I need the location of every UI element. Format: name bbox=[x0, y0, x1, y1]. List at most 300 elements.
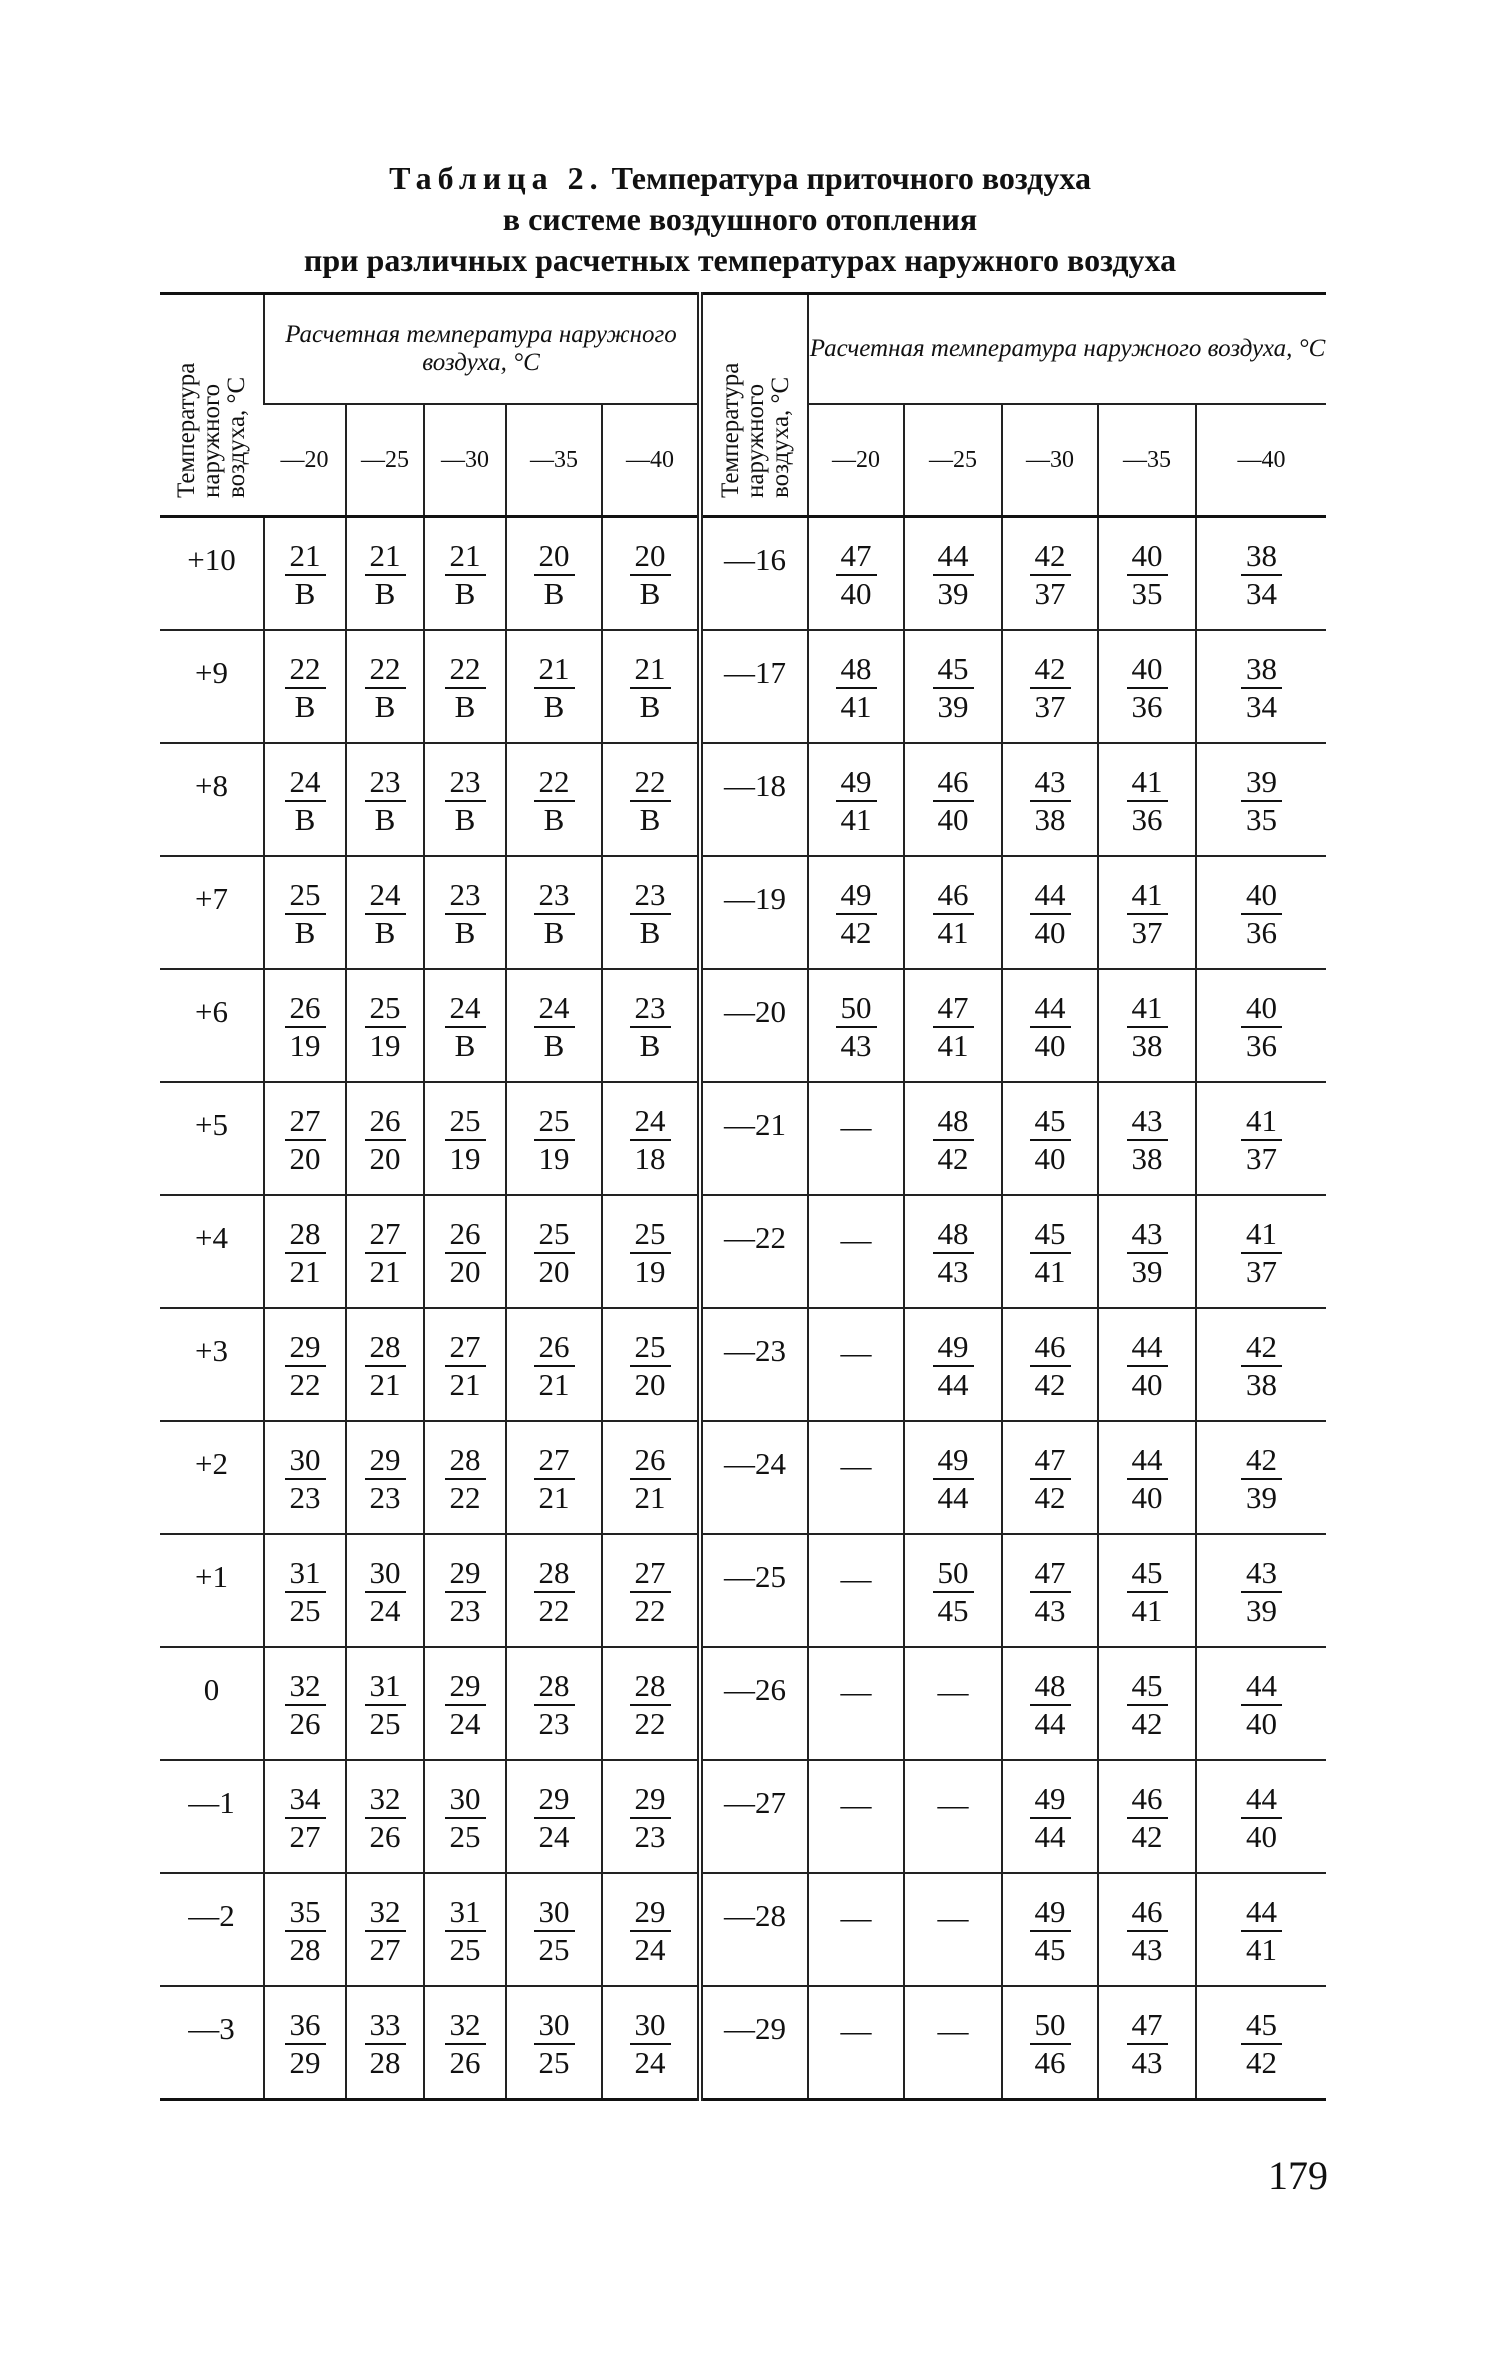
numerator: 40 bbox=[1127, 538, 1168, 576]
denominator: 21 bbox=[369, 1367, 401, 1402]
denominator: 21 bbox=[538, 1480, 570, 1515]
empty-dash: — bbox=[840, 1900, 872, 1935]
row-label-right: —25 bbox=[700, 1534, 808, 1647]
table-cell bbox=[1098, 743, 1196, 856]
table-cell bbox=[808, 630, 904, 743]
fraction bbox=[630, 990, 671, 1064]
numerator: 22 bbox=[630, 764, 671, 802]
numerator: 32 bbox=[365, 1894, 406, 1932]
numerator: 39 bbox=[1241, 764, 1282, 802]
numerator: 47 bbox=[836, 538, 877, 576]
table-cell bbox=[346, 1647, 424, 1760]
table-cell bbox=[808, 969, 904, 1082]
numerator: 45 bbox=[1127, 1555, 1168, 1593]
numerator: 21 bbox=[534, 651, 575, 689]
numerator: 48 bbox=[933, 1103, 974, 1141]
denominator: В bbox=[294, 689, 316, 724]
denominator: В bbox=[454, 802, 476, 837]
row-label-right: —26 bbox=[700, 1647, 808, 1760]
table-cell bbox=[264, 1195, 346, 1308]
numerator: 34 bbox=[285, 1781, 326, 1819]
empty-dash: — bbox=[840, 1561, 872, 1596]
row-label-right: —17 bbox=[700, 630, 808, 743]
table-cell bbox=[424, 856, 506, 969]
numerator: 24 bbox=[630, 1103, 671, 1141]
numerator: 47 bbox=[1030, 1555, 1071, 1593]
fraction bbox=[933, 877, 974, 951]
fraction bbox=[1030, 1103, 1071, 1177]
numerator: 28 bbox=[534, 1668, 575, 1706]
denominator: 41 bbox=[1246, 1932, 1278, 1967]
numerator: 31 bbox=[365, 1668, 406, 1706]
denominator: 44 bbox=[937, 1367, 969, 1402]
table-cell bbox=[602, 856, 700, 969]
numerator: 30 bbox=[365, 1555, 406, 1593]
table-cell bbox=[506, 1082, 602, 1195]
fraction bbox=[365, 1781, 406, 1855]
col-header-right: —40 bbox=[1196, 404, 1326, 517]
table-cell bbox=[602, 743, 700, 856]
denominator: В bbox=[374, 802, 396, 837]
fraction bbox=[1241, 538, 1282, 612]
table-cell bbox=[264, 1534, 346, 1647]
table-cell bbox=[424, 1195, 506, 1308]
denominator: 39 bbox=[937, 689, 969, 724]
numerator: 49 bbox=[933, 1329, 974, 1367]
fraction bbox=[1127, 1216, 1168, 1290]
denominator: 26 bbox=[289, 1706, 321, 1741]
title-lead: Таблица 2. bbox=[389, 160, 604, 196]
denominator: В bbox=[639, 915, 661, 950]
fraction bbox=[630, 1329, 671, 1403]
fraction bbox=[933, 1329, 974, 1403]
row-label-left: +7 bbox=[160, 856, 264, 969]
numerator: 29 bbox=[630, 1781, 671, 1819]
fraction bbox=[933, 1442, 974, 1516]
table-cell bbox=[264, 1308, 346, 1421]
fraction bbox=[534, 1668, 575, 1742]
fraction bbox=[630, 1781, 671, 1855]
denominator: 45 bbox=[937, 1593, 969, 1628]
numerator: 49 bbox=[1030, 1894, 1071, 1932]
fraction bbox=[1127, 1442, 1168, 1516]
denominator: 37 bbox=[1131, 915, 1163, 950]
fraction bbox=[445, 1216, 486, 1290]
numerator: 44 bbox=[1241, 1781, 1282, 1819]
table-cell-empty bbox=[808, 1308, 904, 1421]
table-cell bbox=[506, 1308, 602, 1421]
table-cell bbox=[424, 1534, 506, 1647]
table-cell bbox=[346, 1082, 424, 1195]
numerator: 28 bbox=[630, 1668, 671, 1706]
denominator: 27 bbox=[289, 1819, 321, 1854]
fraction bbox=[445, 1442, 486, 1516]
fraction bbox=[1241, 1216, 1282, 1290]
numerator: 49 bbox=[836, 764, 877, 802]
numerator: 35 bbox=[285, 1894, 326, 1932]
row-label-left: +1 bbox=[160, 1534, 264, 1647]
table-cell bbox=[264, 856, 346, 969]
table-row bbox=[160, 1195, 1326, 1308]
denominator: В bbox=[374, 576, 396, 611]
table-cell bbox=[424, 1986, 506, 2100]
numerator: 26 bbox=[445, 1216, 486, 1254]
fraction bbox=[1127, 1894, 1168, 1968]
table-row bbox=[160, 517, 1326, 631]
numerator: 41 bbox=[1127, 764, 1168, 802]
numerator: 22 bbox=[285, 651, 326, 689]
table-cell bbox=[602, 1082, 700, 1195]
table-cell bbox=[602, 1647, 700, 1760]
fraction bbox=[1030, 651, 1071, 725]
fraction bbox=[445, 1781, 486, 1855]
table-row bbox=[160, 1647, 1326, 1760]
col-header-left: —25 bbox=[346, 404, 424, 517]
fraction bbox=[836, 990, 877, 1064]
fraction bbox=[365, 1442, 406, 1516]
table-cell bbox=[1002, 1647, 1098, 1760]
fraction bbox=[630, 1442, 671, 1516]
table-cell bbox=[1098, 1308, 1196, 1421]
fraction bbox=[1241, 1781, 1282, 1855]
row-label-right: —23 bbox=[700, 1308, 808, 1421]
denominator: 40 bbox=[1034, 1141, 1066, 1176]
fraction bbox=[445, 1894, 486, 1968]
denominator: 38 bbox=[1131, 1141, 1163, 1176]
denominator: 20 bbox=[538, 1254, 570, 1289]
fraction bbox=[1127, 1555, 1168, 1629]
numerator: 32 bbox=[285, 1668, 326, 1706]
denominator: 40 bbox=[1034, 1028, 1066, 1063]
numerator: 38 bbox=[1241, 538, 1282, 576]
fraction bbox=[445, 877, 486, 951]
col-header-left: —35 bbox=[506, 404, 602, 517]
denominator: 42 bbox=[840, 915, 872, 950]
fraction bbox=[1241, 1103, 1282, 1177]
numerator: 23 bbox=[630, 990, 671, 1028]
empty-dash: — bbox=[840, 1448, 872, 1483]
denominator: 23 bbox=[369, 1480, 401, 1515]
numerator: 25 bbox=[445, 1103, 486, 1141]
table-cell bbox=[264, 969, 346, 1082]
numerator: 46 bbox=[1127, 1894, 1168, 1932]
row-label-right: —22 bbox=[700, 1195, 808, 1308]
table-cell-empty bbox=[808, 1421, 904, 1534]
col-header-right: —25 bbox=[904, 404, 1002, 517]
row-label-left: —3 bbox=[160, 1986, 264, 2100]
denominator: 26 bbox=[369, 1819, 401, 1854]
table-cell bbox=[904, 1082, 1002, 1195]
fraction bbox=[1241, 2007, 1282, 2081]
numerator: 44 bbox=[1241, 1894, 1282, 1932]
numerator: 28 bbox=[365, 1329, 406, 1367]
numerator: 42 bbox=[1241, 1442, 1282, 1480]
table-cell bbox=[346, 969, 424, 1082]
denominator: 41 bbox=[1131, 1593, 1163, 1628]
table-cell bbox=[424, 1760, 506, 1873]
fraction bbox=[534, 1555, 575, 1629]
table-cell bbox=[424, 1873, 506, 1986]
fraction bbox=[445, 1103, 486, 1177]
table-cell-empty bbox=[904, 1873, 1002, 1986]
fraction bbox=[285, 651, 326, 725]
table-cell bbox=[506, 1534, 602, 1647]
denominator: 37 bbox=[1034, 689, 1066, 724]
fraction bbox=[1030, 1442, 1071, 1516]
fraction bbox=[1030, 764, 1071, 838]
table-cell bbox=[424, 630, 506, 743]
table-cell bbox=[602, 1308, 700, 1421]
numerator: 44 bbox=[1127, 1442, 1168, 1480]
denominator: 20 bbox=[634, 1367, 666, 1402]
numerator: 29 bbox=[630, 1894, 671, 1932]
numerator: 46 bbox=[1030, 1329, 1071, 1367]
table-cell bbox=[602, 1873, 700, 1986]
numerator: 33 bbox=[365, 2007, 406, 2045]
fraction bbox=[365, 990, 406, 1064]
table-cell bbox=[1098, 1082, 1196, 1195]
page-number: 179 bbox=[1268, 2153, 1328, 2198]
fraction bbox=[1030, 2007, 1071, 2081]
numerator: 36 bbox=[285, 2007, 326, 2045]
numerator: 46 bbox=[933, 877, 974, 915]
numerator: 26 bbox=[285, 990, 326, 1028]
denominator: 21 bbox=[538, 1367, 570, 1402]
numerator: 22 bbox=[534, 764, 575, 802]
fraction bbox=[445, 1329, 486, 1403]
table-cell bbox=[1196, 1647, 1326, 1760]
numerator: 45 bbox=[1030, 1216, 1071, 1254]
fraction bbox=[445, 764, 486, 838]
numerator: 40 bbox=[1241, 877, 1282, 915]
row-label-right: —24 bbox=[700, 1421, 808, 1534]
numerator: 30 bbox=[630, 2007, 671, 2045]
numerator: 29 bbox=[285, 1329, 326, 1367]
table-cell bbox=[506, 1647, 602, 1760]
numerator: 50 bbox=[1030, 2007, 1071, 2045]
table-cell bbox=[1002, 517, 1098, 631]
fraction bbox=[365, 1668, 406, 1742]
denominator: 29 bbox=[289, 2045, 321, 2080]
denominator: В bbox=[374, 915, 396, 950]
fraction bbox=[1030, 538, 1071, 612]
fraction bbox=[285, 1781, 326, 1855]
numerator: 50 bbox=[836, 990, 877, 1028]
fraction bbox=[1030, 990, 1071, 1064]
table-cell bbox=[506, 1873, 602, 1986]
denominator: 36 bbox=[1246, 1028, 1278, 1063]
denominator: 40 bbox=[840, 576, 872, 611]
table-cell bbox=[1196, 1873, 1326, 1986]
table-cell-empty bbox=[808, 1647, 904, 1760]
numerator: 26 bbox=[534, 1329, 575, 1367]
denominator: 36 bbox=[1131, 689, 1163, 724]
table-cell bbox=[264, 1873, 346, 1986]
fraction bbox=[630, 1103, 671, 1177]
numerator: 41 bbox=[1127, 990, 1168, 1028]
table-cell bbox=[1002, 1986, 1098, 2100]
empty-dash: — bbox=[840, 1109, 872, 1144]
fraction bbox=[1127, 2007, 1168, 2081]
table-cell-empty bbox=[904, 1986, 1002, 2100]
table-cell bbox=[424, 1082, 506, 1195]
numerator: 25 bbox=[365, 990, 406, 1028]
table-cell bbox=[904, 969, 1002, 1082]
fraction bbox=[365, 538, 406, 612]
empty-dash: — bbox=[937, 1900, 969, 1935]
table-cell bbox=[904, 856, 1002, 969]
denominator: 20 bbox=[289, 1141, 321, 1176]
table-cell bbox=[506, 743, 602, 856]
denominator: 25 bbox=[369, 1706, 401, 1741]
title-line-3: при различных расчетных температурах наружного воздуха bbox=[303, 242, 1177, 278]
row-label-left: +5 bbox=[160, 1082, 264, 1195]
table-cell bbox=[1002, 1082, 1098, 1195]
denominator: 20 bbox=[449, 1254, 481, 1289]
fraction bbox=[285, 1894, 326, 1968]
fraction bbox=[285, 1442, 326, 1516]
denominator: 18 bbox=[634, 1141, 666, 1176]
table-cell bbox=[1002, 743, 1098, 856]
denominator: В bbox=[639, 802, 661, 837]
fraction bbox=[365, 2007, 406, 2081]
table-cell bbox=[602, 1421, 700, 1534]
table-cell bbox=[1196, 743, 1326, 856]
numerator: 30 bbox=[285, 1442, 326, 1480]
denominator: 24 bbox=[449, 1706, 481, 1741]
table-cell bbox=[506, 630, 602, 743]
table-cell bbox=[602, 517, 700, 631]
fraction bbox=[534, 1894, 575, 1968]
denominator: 40 bbox=[1131, 1480, 1163, 1515]
table-cell bbox=[808, 517, 904, 631]
numerator: 29 bbox=[445, 1668, 486, 1706]
empty-dash: — bbox=[937, 1787, 969, 1822]
row-label-left: —2 bbox=[160, 1873, 264, 1986]
numerator: 49 bbox=[836, 877, 877, 915]
table-cell bbox=[1002, 1534, 1098, 1647]
col-header-left: —40 bbox=[602, 404, 700, 517]
numerator: 38 bbox=[1241, 651, 1282, 689]
numerator: 44 bbox=[1127, 1329, 1168, 1367]
numerator: 25 bbox=[534, 1216, 575, 1254]
numerator: 43 bbox=[1127, 1103, 1168, 1141]
denominator: 23 bbox=[538, 1706, 570, 1741]
fraction bbox=[534, 538, 575, 612]
empty-dash: — bbox=[840, 1674, 872, 1709]
denominator: 41 bbox=[840, 802, 872, 837]
row-label-left: +3 bbox=[160, 1308, 264, 1421]
table-cell bbox=[904, 1534, 1002, 1647]
numerator: 25 bbox=[534, 1103, 575, 1141]
denominator: 39 bbox=[1246, 1480, 1278, 1515]
denominator: 25 bbox=[449, 1932, 481, 1967]
fraction bbox=[1127, 1329, 1168, 1403]
numerator: 48 bbox=[1030, 1668, 1071, 1706]
table-cell bbox=[506, 517, 602, 631]
numerator: 43 bbox=[1241, 1555, 1282, 1593]
denominator: 34 bbox=[1246, 689, 1278, 724]
numerator: 30 bbox=[534, 1894, 575, 1932]
denominator: 35 bbox=[1131, 576, 1163, 611]
numerator: 20 bbox=[630, 538, 671, 576]
row-label-left: +8 bbox=[160, 743, 264, 856]
numerator: 45 bbox=[933, 651, 974, 689]
row-label-right: —19 bbox=[700, 856, 808, 969]
col-header-left: —30 bbox=[424, 404, 506, 517]
numerator: 46 bbox=[1127, 1781, 1168, 1819]
col-header-right: —20 bbox=[808, 404, 904, 517]
numerator: 47 bbox=[933, 990, 974, 1028]
table-row bbox=[160, 743, 1326, 856]
numerator: 47 bbox=[1030, 1442, 1071, 1480]
denominator: В bbox=[639, 689, 661, 724]
title-line-1 bbox=[160, 158, 1320, 199]
table-cell bbox=[346, 856, 424, 969]
table-cell bbox=[1196, 1534, 1326, 1647]
numerator: 20 bbox=[534, 538, 575, 576]
table-cell bbox=[424, 969, 506, 1082]
fraction bbox=[933, 1216, 974, 1290]
fraction bbox=[534, 1781, 575, 1855]
table-cell bbox=[1002, 1873, 1098, 1986]
table-cell bbox=[506, 1195, 602, 1308]
numerator: 21 bbox=[630, 651, 671, 689]
table-cell bbox=[346, 1534, 424, 1647]
denominator: 39 bbox=[937, 576, 969, 611]
denominator: 23 bbox=[289, 1480, 321, 1515]
numerator: 23 bbox=[630, 877, 671, 915]
denominator: 22 bbox=[449, 1480, 481, 1515]
fraction bbox=[1127, 1668, 1168, 1742]
numerator: 29 bbox=[445, 1555, 486, 1593]
table-cell bbox=[1196, 517, 1326, 631]
denominator: 40 bbox=[1131, 1367, 1163, 1402]
denominator: 34 bbox=[1246, 576, 1278, 611]
denominator: 22 bbox=[538, 1593, 570, 1628]
table-cell-empty bbox=[808, 1986, 904, 2100]
table-cell bbox=[1002, 1421, 1098, 1534]
numerator: 29 bbox=[365, 1442, 406, 1480]
numerator: 41 bbox=[1241, 1216, 1282, 1254]
fraction bbox=[1241, 1894, 1282, 1968]
table-cell bbox=[1196, 1986, 1326, 2100]
fraction bbox=[285, 2007, 326, 2081]
table-cell bbox=[424, 517, 506, 631]
table-cell bbox=[346, 1308, 424, 1421]
denominator: В bbox=[454, 915, 476, 950]
table-cell bbox=[506, 856, 602, 969]
denominator: 19 bbox=[289, 1028, 321, 1063]
numerator: 24 bbox=[365, 877, 406, 915]
numerator: 27 bbox=[285, 1103, 326, 1141]
denominator: 20 bbox=[369, 1141, 401, 1176]
numerator: 21 bbox=[445, 538, 486, 576]
numerator: 21 bbox=[365, 538, 406, 576]
denominator: В bbox=[294, 576, 316, 611]
fraction bbox=[534, 877, 575, 951]
fraction bbox=[534, 2007, 575, 2081]
table-cell-empty bbox=[808, 1534, 904, 1647]
denominator: 19 bbox=[634, 1254, 666, 1289]
denominator: 40 bbox=[1246, 1706, 1278, 1741]
row-label-right: —27 bbox=[700, 1760, 808, 1873]
row-label-right: —29 bbox=[700, 1986, 808, 2100]
fraction bbox=[285, 538, 326, 612]
denominator: 43 bbox=[1131, 2045, 1163, 2080]
numerator: 43 bbox=[1127, 1216, 1168, 1254]
fraction bbox=[630, 2007, 671, 2081]
